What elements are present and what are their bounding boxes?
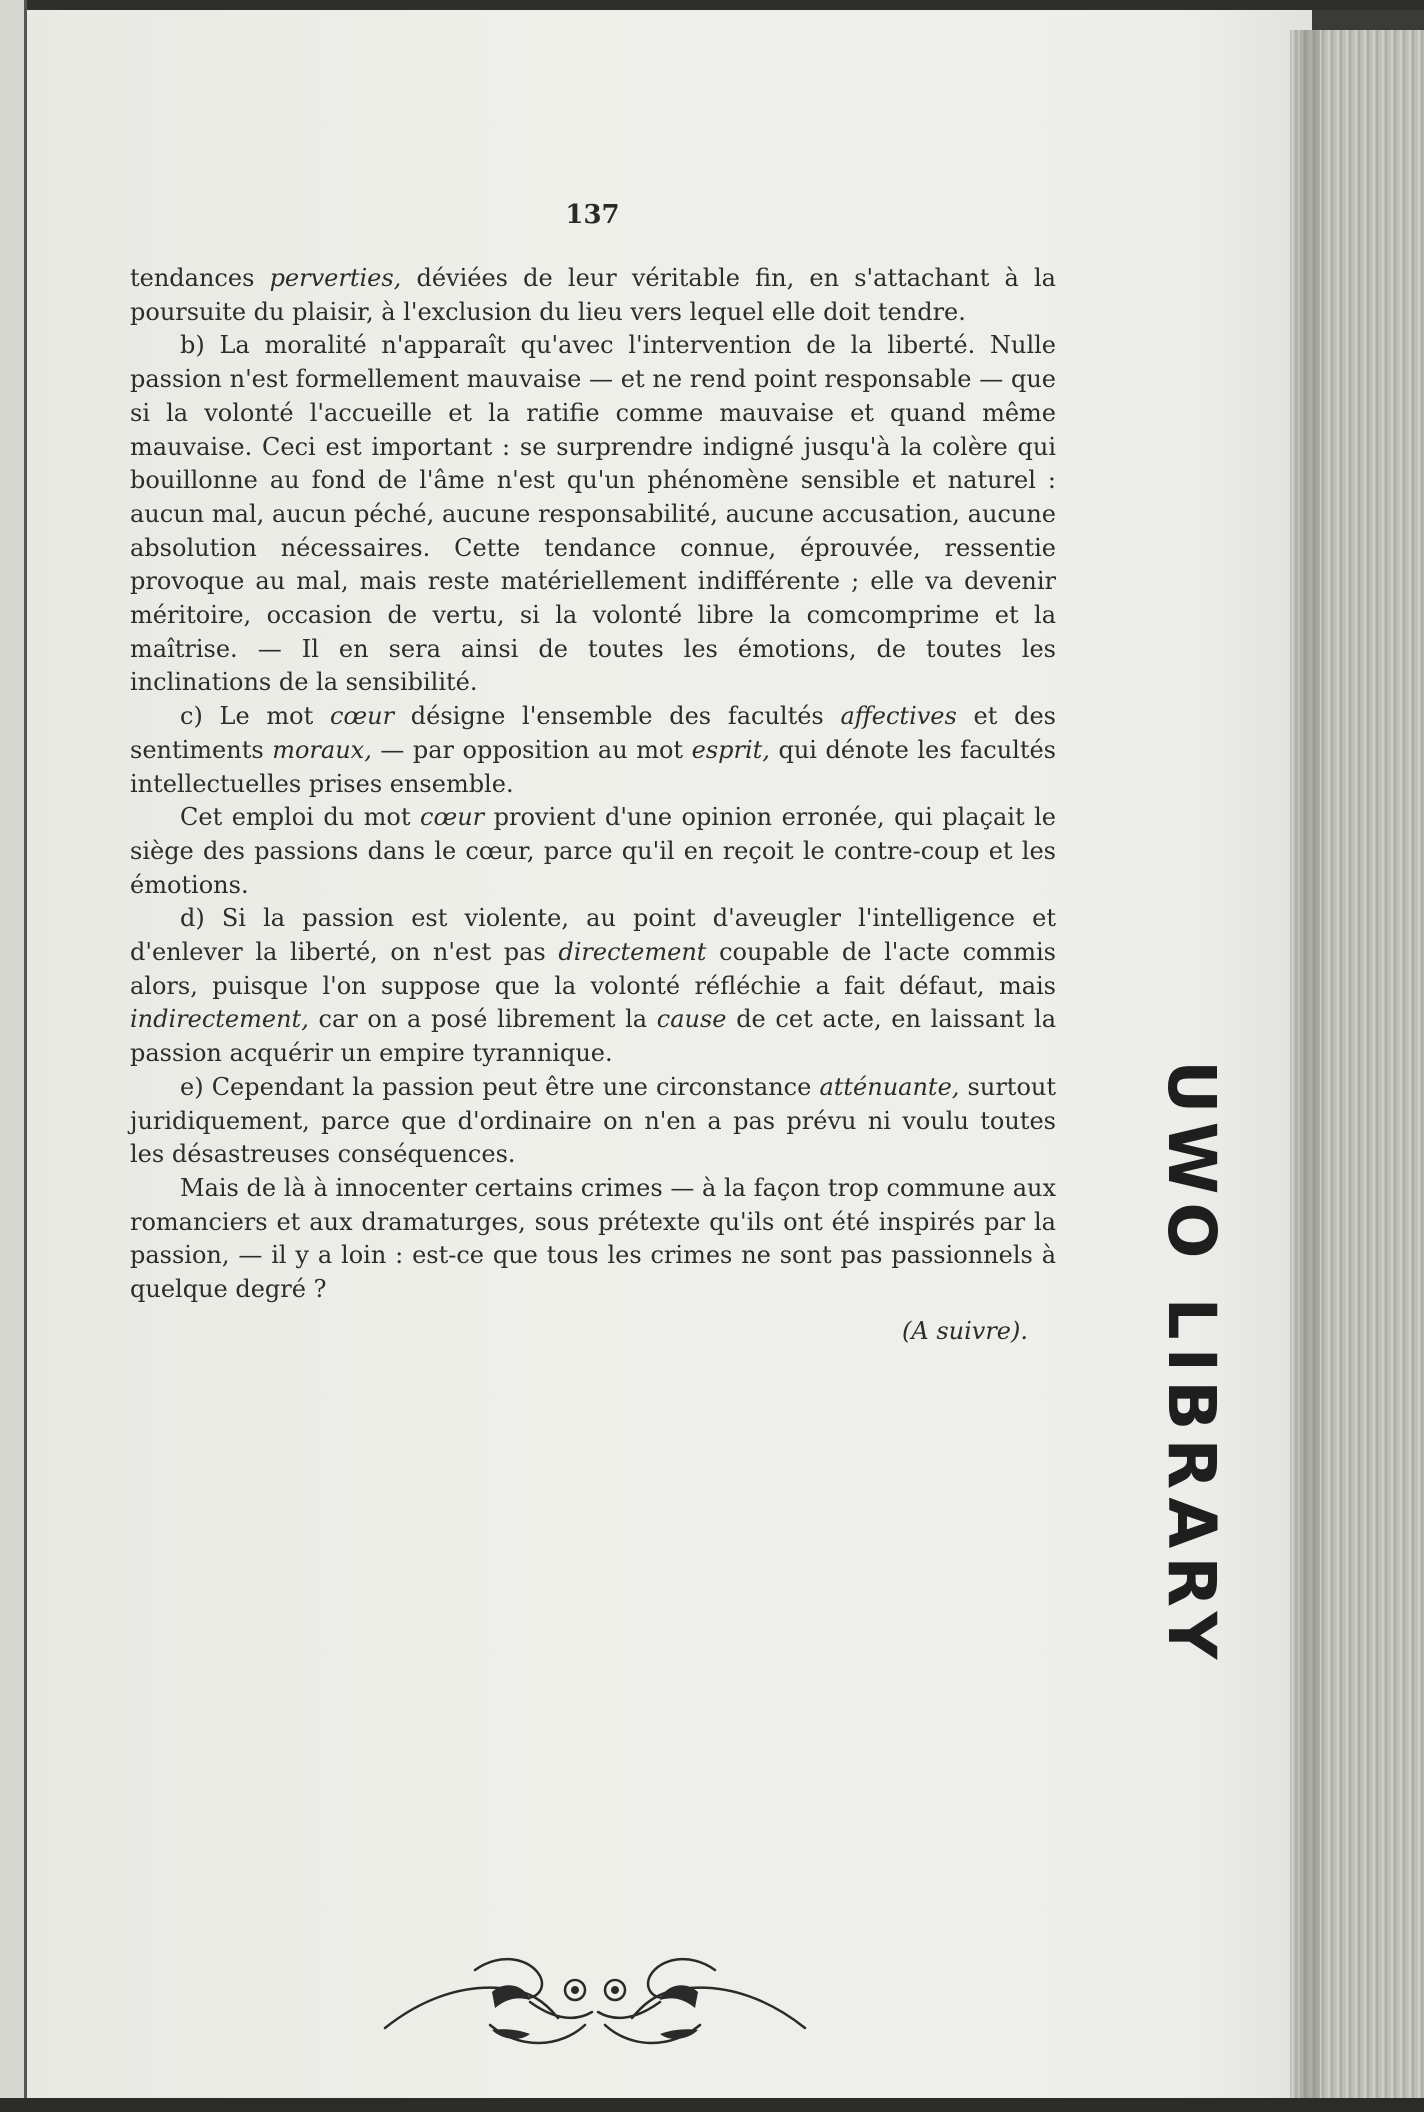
paragraph-a-continued: tendances perverties, déviées de leur véritable fin, en s'attachant à la poursuite du plaisir, à l'exclusion du lieu vers lequel elle doit tendre. [130,264,1056,326]
paragraph-c: c) Le mot cœur désigne l'ensemble des facultés affectives et des sentiments moraux, — par opposition au mot esprit, qui dénote les facultés intellectuelles prises ensemble. [130,702,1056,798]
spine-shadow [1300,30,1320,2112]
bottom-border [0,2098,1424,2112]
paragraph-coeur: Cet emploi du mot cœur provient d'une opinion erronée, qui plaçait le siège des passions dans le cœur, parce qu'il en reçoit le contre-coup et les émotions. [130,803,1056,899]
library-stamp: UWO LIBRARY [1153,1060,1230,1668]
paragraph-e: e) Cependant la passion peut être une circonstance atténuante, surtout juridiquement, parce que d'ordinaire on n'en a pas prévu ni voulu toutes les désastreuses conséquences. [130,1072,1056,1169]
page-number: 137 [565,200,620,230]
to-be-continued: (A suivre). [902,1316,1028,1345]
body-text [130,262,1056,1349]
paragraph-b: b) La moralité n'apparaît qu'avec l'intervention de la liberté. Nulle passion n'est formellement mauvaise — et ne rend point responsable — que si la volonté l'accueille et la ratifie comme mauvaise et quand même mauvaise. Ceci est important : se surprendre indigné jusqu'à la colère qui bouillonne au fond de l'âme n'est qu'un phénomène sensible et naturel : aucun mal, aucun péché, aucune responsabilité, aucune accusation, aucune absolution nécessaires. Cette tendance connue, éprouvée, ressentie provoque au mal, mais reste matériellement indifférente ; elle va devenir méritoire, occasion de vertu, si la volonté libre la comcomprime et la maîtrise. — Il en sera ainsi de toutes les émotions, de toutes les inclinations de la sensibilité. [130,331,1056,697]
left-page-edge [0,0,27,2112]
top-border [0,0,1424,10]
paragraph-mais: Mais de là à innocenter certains crimes — à la façon trop commune aux romanciers et aux dramaturges, sous prétexte qu'ils ont été inspirés par la passion, — il y a loin : est-ce que tous les crimes ne sont pas passionnels à quelque degré ? [130,1173,1056,1304]
fleuron-ornament-icon [380,1930,810,2070]
paragraph-d: d) Si la passion est violente, au point d'aveugler l'intelligence et d'enlever la liberté, on n'est pas directement coupable de l'acte commis alors, puisque l'on suppose que la volonté réfléchie a fait défaut, mais indirectement, car on a posé librement la cause de cet acte, en laissant la passion acquérir un empire tyrannique. [130,904,1057,1068]
